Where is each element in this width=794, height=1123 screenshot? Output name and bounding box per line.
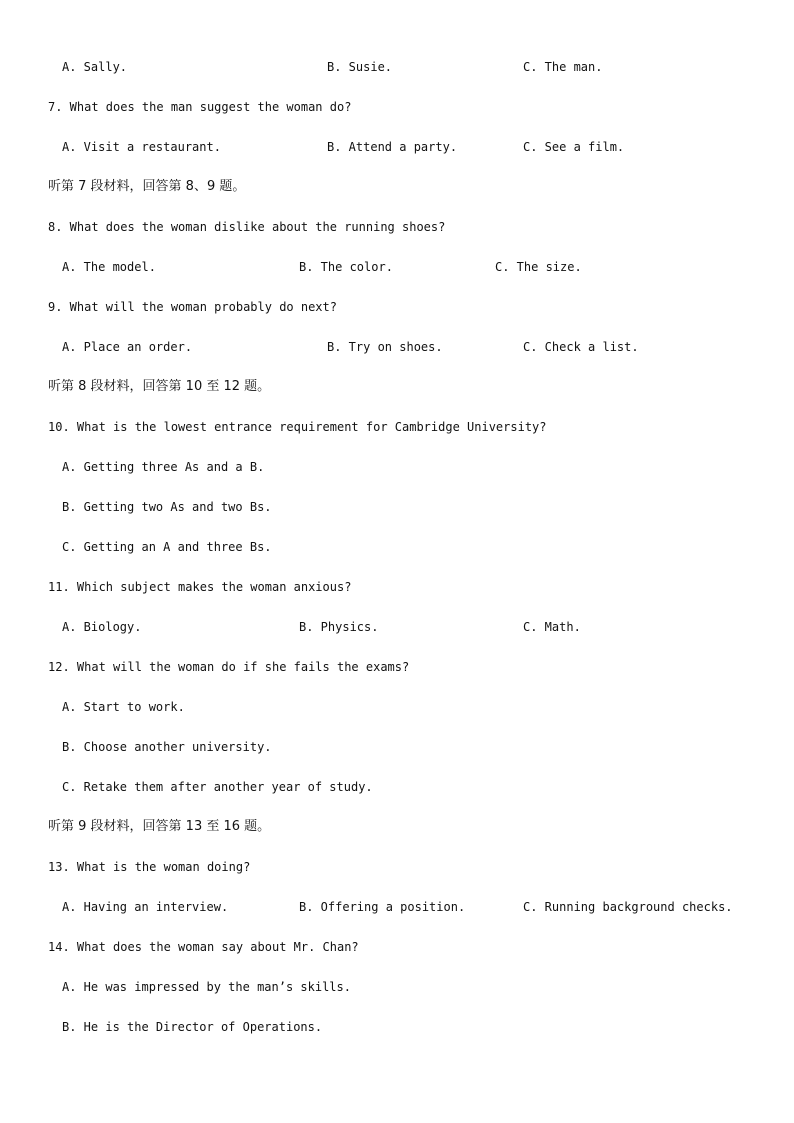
q14-option-b: B. He is the Director of Operations. [62, 1020, 323, 1034]
q11-option-a: A. Biology. [62, 620, 142, 634]
q12-option-b: B. Choose another university. [62, 740, 272, 754]
q6-option-c: C. The man. [523, 60, 603, 74]
q14-option-a: A. He was impressed by the man’s skills. [62, 980, 351, 994]
q9-option-a: A. Place an order. [62, 340, 193, 354]
question-10: 10. What is the lowest entrance requirement for Cambridge University? [48, 420, 547, 434]
q10-option-a: A. Getting three As and a B. [62, 460, 265, 474]
question-11: 11. Which subject makes the woman anxious? [48, 580, 352, 594]
section-7-heading: 听第 7 段材料，回答第 8、9 题。 [48, 179, 246, 194]
q6-option-a: A. Sally. [62, 60, 128, 74]
question-13: 13. What is the woman doing? [48, 860, 251, 874]
q8-option-b: B. The color. [299, 260, 393, 274]
q13-options-row [62, 897, 754, 917]
q11-options-row [62, 617, 754, 637]
q13-option-b: B. Offering a position. [299, 900, 466, 914]
q12-option-a: A. Start to work. [62, 700, 185, 714]
question-8: 8. What does the woman dislike about the running shoes? [48, 220, 446, 234]
q10-option-c: C. Getting an A and three Bs. [62, 540, 272, 554]
question-12: 12. What will the woman do if she fails the exams? [48, 660, 410, 674]
q6-option-b: B. Susie. [327, 60, 393, 74]
q9-options-row [62, 337, 754, 357]
question-7: 7. What does the man suggest the woman do? [48, 100, 352, 114]
q10-option-b: B. Getting two As and two Bs. [62, 500, 272, 514]
q6-options-row [62, 57, 754, 77]
question-9: 9. What will the woman probably do next? [48, 300, 337, 314]
q8-option-a: A. The model. [62, 260, 156, 274]
section-9-heading: 听第 9 段材料，回答第 13 至 16 题。 [48, 819, 271, 834]
q12-option-c: C. Retake them after another year of study. [62, 780, 373, 794]
section-8-heading: 听第 8 段材料，回答第 10 至 12 题。 [48, 379, 271, 394]
q13-option-c: C. Running background checks. [523, 900, 733, 914]
q9-option-b: B. Try on shoes. [327, 340, 443, 354]
q11-option-b: B. Physics. [299, 620, 379, 634]
q7-option-b: B. Attend a party. [327, 140, 458, 154]
q9-option-c: C. Check a list. [523, 340, 639, 354]
q8-options-row [62, 257, 754, 277]
q11-option-c: C. Math. [523, 620, 581, 634]
q7-option-a: A. Visit a restaurant. [62, 140, 221, 154]
q13-option-a: A. Having an interview. [62, 900, 229, 914]
q7-options-row [62, 137, 754, 157]
q8-option-c: C. The size. [495, 260, 582, 274]
q7-option-c: C. See a film. [523, 140, 625, 154]
question-14: 14. What does the woman say about Mr. Chan? [48, 940, 359, 954]
